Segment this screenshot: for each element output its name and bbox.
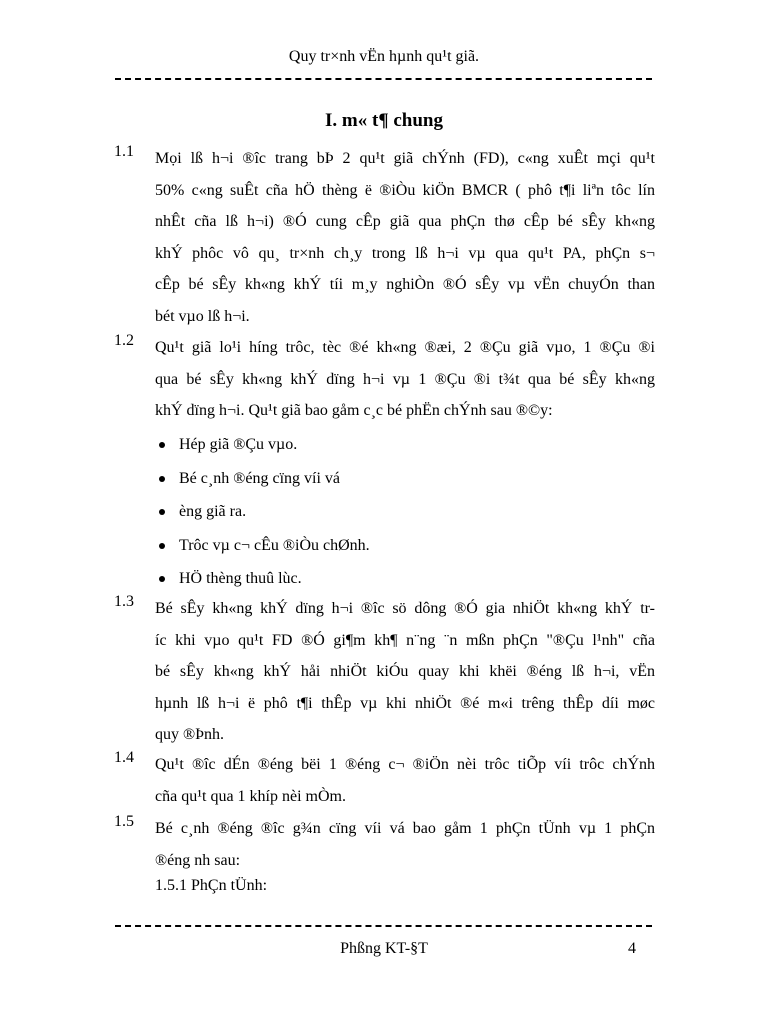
paragraph-line: Bé sÊy kh«ng khÝ dïng h¬i ®îc sö dông ®Ó gia nhiÖt kh«ng khÝ tr- — [155, 600, 655, 617]
page-header-title: Quy tr×nh vËn hµnh qu¹t giã. — [288, 48, 480, 65]
paragraph-line: Bé c¸nh ®éng ®îc g¾n cïng víi vá bao gåm 1 phÇn tÜnh vµ 1 phÇn — [155, 820, 655, 837]
paragraph-text — [155, 813, 655, 876]
paragraph-line: quy ®Þnh. — [155, 726, 225, 743]
paragraph-text — [155, 332, 655, 427]
paragraph-line: Qu¹t ®îc dÉn ®éng bëi 1 ®éng c¬ ®iÖn nèi trôc tiÕp víi trôc chÝnh — [155, 756, 655, 773]
sub-heading: 1.5.1 PhÇn tÜnh: — [155, 877, 268, 894]
paragraph-line: ®éng nh sau: — [155, 851, 241, 869]
section-heading: I. m« t¶ chung — [325, 110, 443, 131]
footer-department: Phßng KT-§T — [340, 940, 428, 957]
paragraph-line: hµnh lß h¬i ë phô t¶i thÊp vµ khi nhiÖt ®é m«i trêng thÊp díi møc — [155, 694, 655, 712]
paragraph-text — [155, 593, 655, 751]
paragraph-line: íc khi vµo qu¹t FD ®Ó gi¶m kh¶ n¨ng ¨n mßn phÇn "®Çu l¹nh" cña — [155, 631, 655, 649]
paragraph-number: 1.2 — [114, 332, 134, 349]
paragraph-line: khÝ dïng h¬i. Qu¹t giã bao gåm c¸c bé phËn chÝnh sau ®©y: — [155, 402, 553, 419]
paragraph-line: Mọi lß h¬i ®îc trang bÞ 2 qu¹t giã chÝnh (FD), c«ng xuÊt mçi qu¹t — [155, 150, 655, 167]
paragraph-text — [155, 143, 655, 332]
list-item: Trôc vµ c¬ cÊu ®iÒu chØnh. — [155, 529, 655, 563]
paragraph-line: bét vµo lß h¬i. — [155, 307, 250, 325]
list-item: Hép giã ®Çu vµo. — [155, 428, 655, 462]
paragraph-number: 1.4 — [114, 749, 134, 766]
header-divider — [115, 78, 652, 80]
list-item: èng giã ra. — [155, 495, 655, 529]
paragraph-line: 50% c«ng suÊt cña hÖ thèng ë ®iÒu kiÖn BMCR ( phô t¶i liªn tôc lín — [155, 181, 655, 199]
list-item: Bé c¸nh ®éng cïng víi vá — [155, 462, 655, 496]
paragraph-line: qua bé sÊy kh«ng khÝ dïng h¬i vµ 1 ®Çu ®i t¾t qua bé sÊy kh«ng — [155, 370, 655, 388]
paragraph-line: khÝ phôc vô qu¸ tr×nh ch¸y trong lß h¬i vµ qua qu¹t PA, phÇn s¬ — [155, 244, 655, 262]
list-item: HÖ thèng thuû lùc. — [155, 562, 655, 596]
paragraph-text — [155, 749, 655, 812]
paragraph-line: cÊp bé sÊy kh«ng khÝ tíi m¸y nghiÒn ®Ó sÊy vµ vËn chuyÓn than — [155, 276, 655, 293]
paragraph-number: 1.3 — [114, 593, 134, 610]
paragraph-line: cña qu¹t qua 1 khíp nèi mÒm. — [155, 787, 346, 805]
paragraph-line: Qu¹t giã lo¹i híng trôc, tèc ®é kh«ng ®æi, 2 ®Çu giã vµo, 1 ®Çu ®i — [155, 339, 655, 356]
paragraph-line: nhÊt cña lß h¬i) ®Ó cung cÊp giã qua phÇn thø cÊp bé sÊy kh«ng — [155, 213, 655, 230]
component-list — [155, 428, 655, 596]
footer-divider — [115, 925, 652, 927]
paragraph-line: bé sÊy kh«ng khÝ håi nhiÖt kiÓu quay khi khëi ®éng lß h¬i, vËn — [155, 663, 655, 680]
paragraph-number: 1.5 — [114, 813, 134, 830]
paragraph-number: 1.1 — [114, 143, 134, 160]
page-number: 4 — [628, 940, 636, 957]
